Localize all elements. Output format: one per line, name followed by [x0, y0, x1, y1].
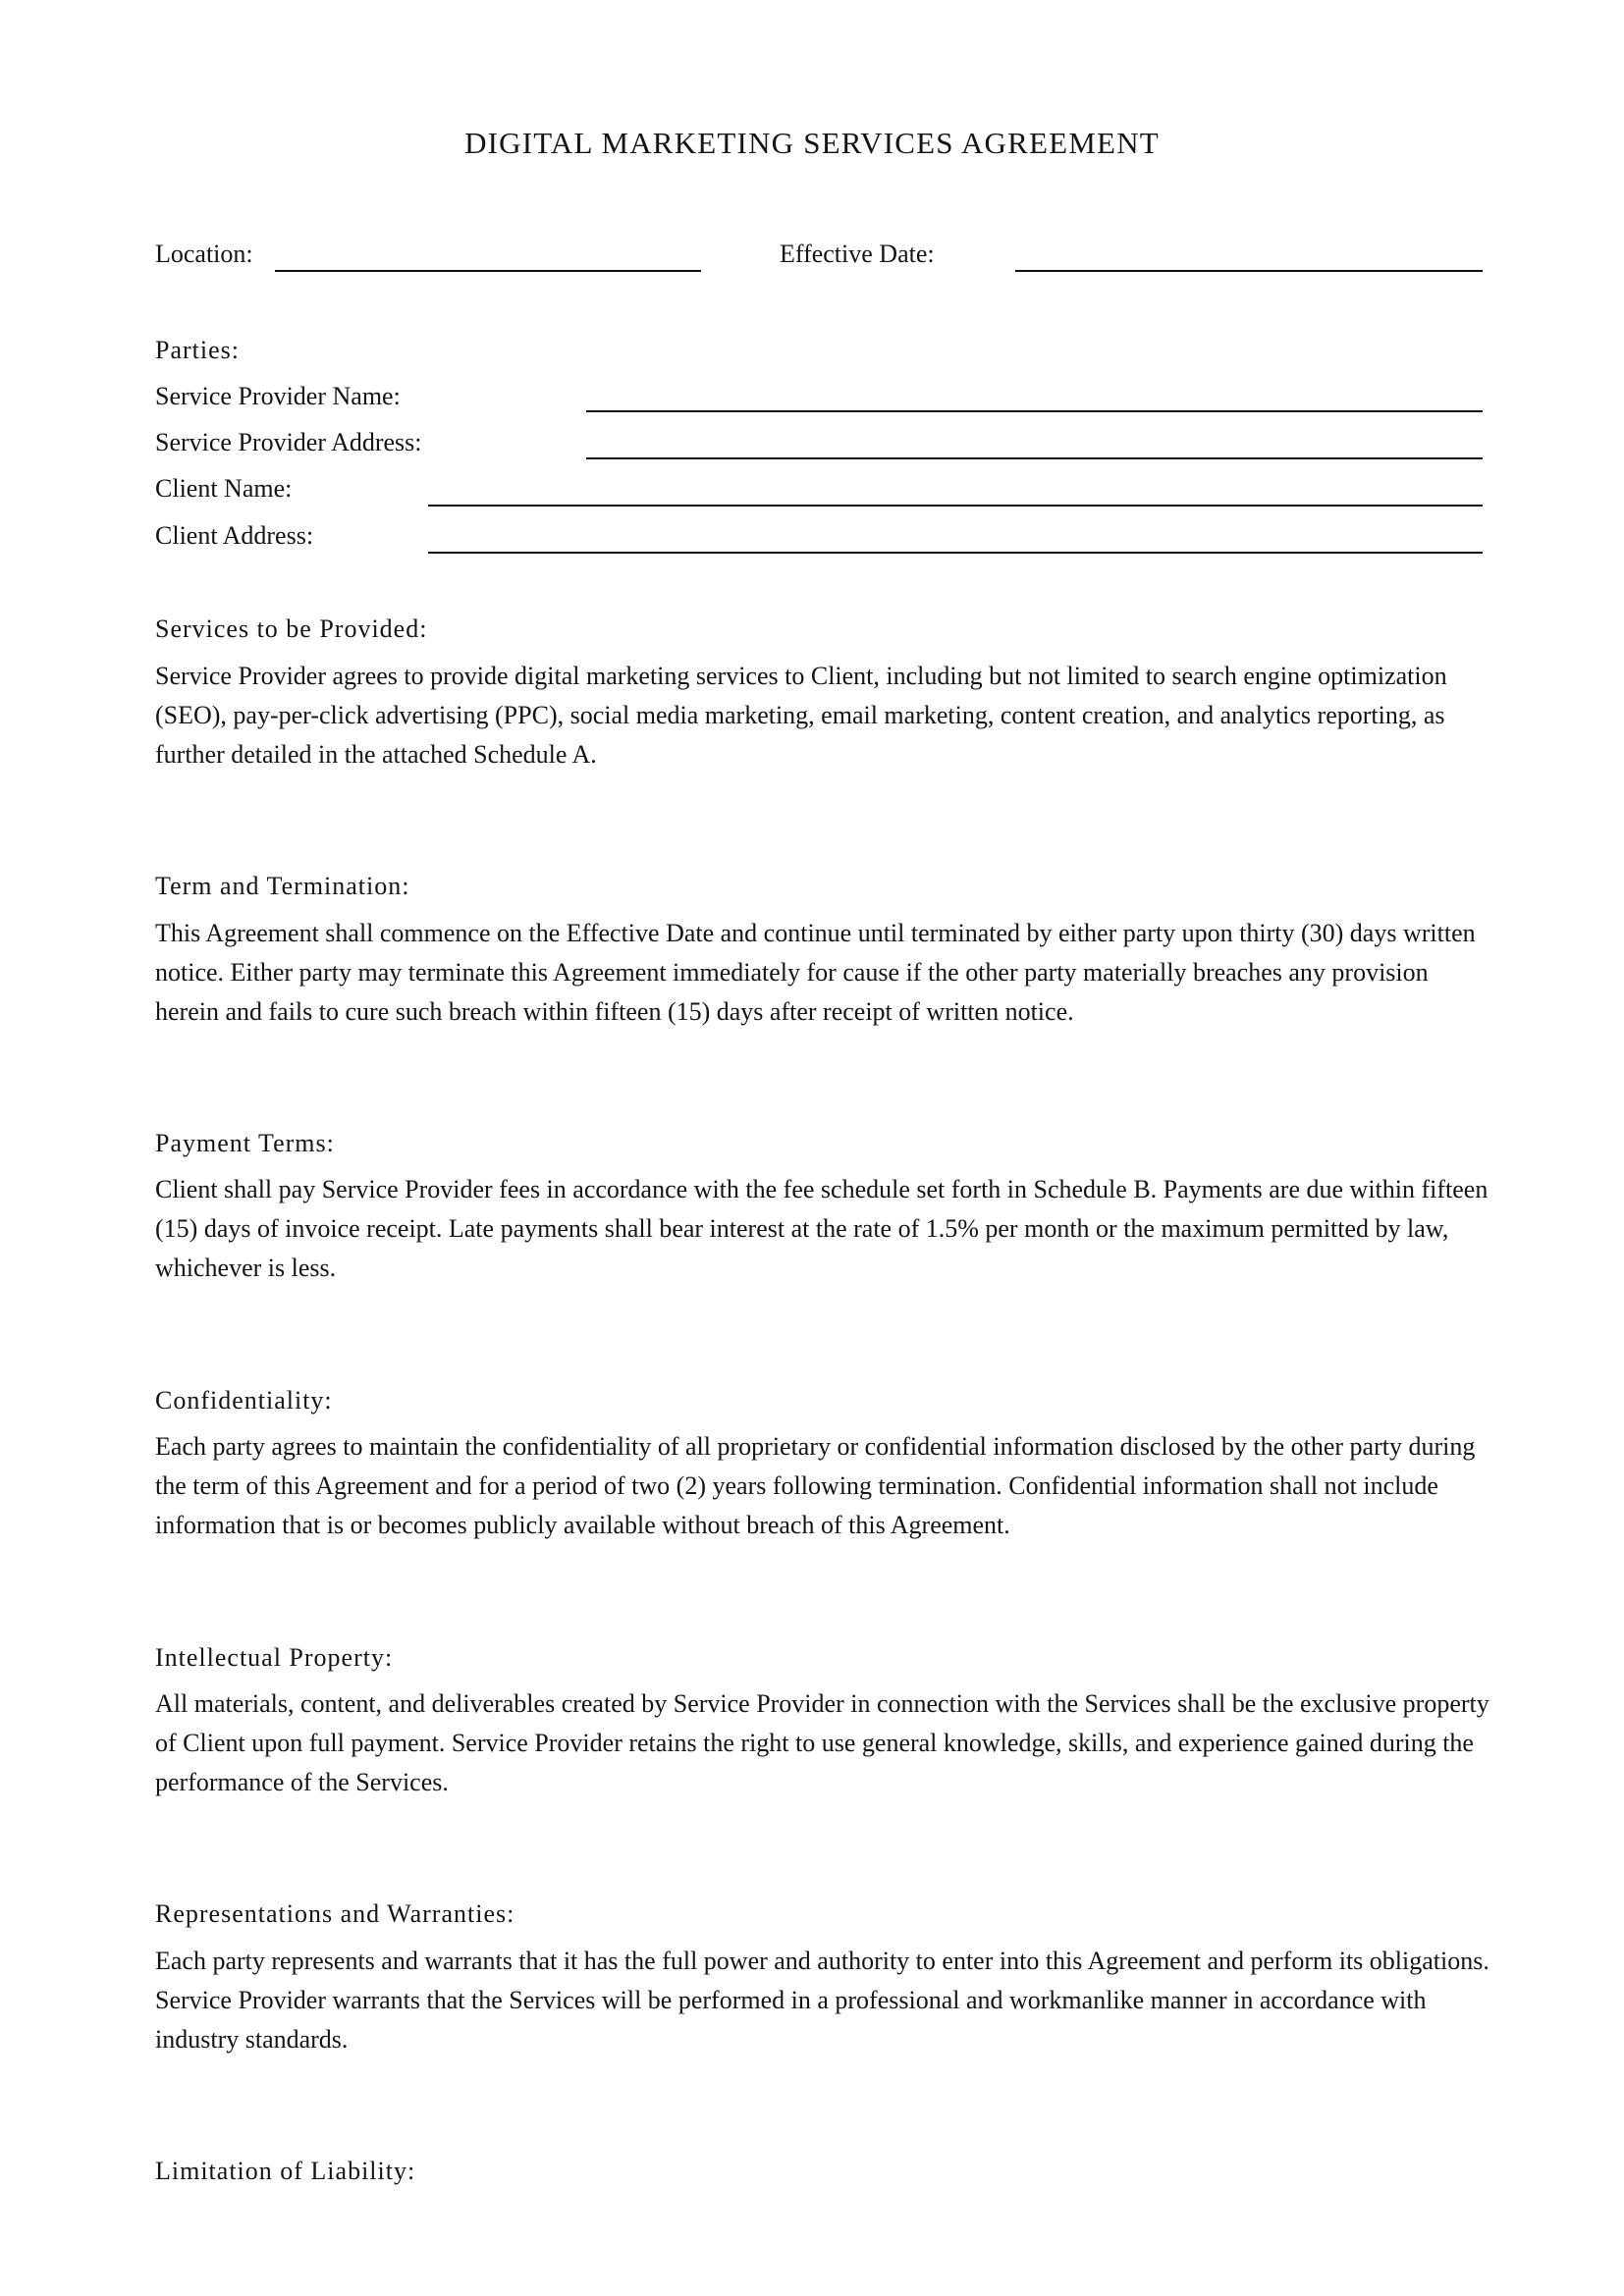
service-provider-address-field[interactable] [586, 457, 1483, 459]
section-heading-ip: Intellectual Property: [155, 1643, 394, 1672]
effective-date-field[interactable] [1015, 270, 1483, 272]
section-body-term: This Agreement shall commence on the Effective Date and continue until terminated by either party upon thirty (30) days written notice. Either party may terminate this Agreement immediately for cause if the other party materially breaches any provision herein and fails to cure such breach within fifteen (15) days after receipt of written notice. [155, 919, 1476, 1026]
section-body-ip: All materials, content, and deliverables created by Service Provider in connection with the Services shall be the exclusive property of Client upon full payment. Service Provider retains the right to use general knowledge, skills, and experience gained during the performance of the Services. [155, 1689, 1489, 1796]
service-provider-address-label: Service Provider Address: [155, 428, 422, 456]
document-title: DIGITAL MARKETING SERVICES AGREEMENT [464, 126, 1160, 160]
section-body-warranties: Each party represents and warrants that it has the full power and authority to enter into this Agreement and perform its obligations. Service Provider warrants that the Services will be performed in a professional and workmanlike manner in accordance with industry standards. [155, 1947, 1489, 2054]
location-field[interactable] [275, 270, 701, 272]
section-heading-payment: Payment Terms: [155, 1129, 335, 1157]
section-heading-term: Term and Termination: [155, 872, 410, 900]
section-heading-warranties: Representations and Warranties: [155, 1899, 515, 1928]
client-name-label: Client Name: [155, 474, 293, 503]
location-label: Location: [155, 240, 253, 268]
client-address-field[interactable] [428, 552, 1483, 554]
effective-date-label: Effective Date: [780, 240, 935, 268]
client-name-field[interactable] [428, 505, 1483, 507]
service-provider-name-field[interactable] [586, 410, 1483, 412]
section-body-services: Service Provider agrees to provide digital marketing services to Client, including but not limited to search engine optimization (SEO), pay-per-click advertising (PPC), social media marketing, email marketing, content creation, and analytics reporting, as further detailed in the attached Schedule A. [155, 662, 1447, 769]
section-heading-confidentiality: Confidentiality: [155, 1386, 333, 1415]
section-heading-liability: Limitation of Liability: [155, 2157, 416, 2185]
service-provider-name-label: Service Provider Name: [155, 382, 401, 410]
section-body-confidentiality: Each party agrees to maintain the confidentiality of all proprietary or confidential information disclosed by the other party during the term of this Agreement and for a period of two (2) years following termination. Confidential information shall not include information that is or becomes publicly available without breach of this Agreement. [155, 1432, 1476, 1539]
client-address-label: Client Address: [155, 521, 314, 550]
section-body-payment: Client shall pay Service Provider fees in accordance with the fee schedule set forth in Schedule B. Payments are due within fifteen (15) days of invoice receipt. Late payments shall bear interest at the rate of 1.5% per month or the maximum permitted by law, whichever is less. [155, 1175, 1489, 1282]
parties-heading: Parties: [155, 336, 240, 364]
section-heading-services: Services to be Provided: [155, 614, 428, 643]
